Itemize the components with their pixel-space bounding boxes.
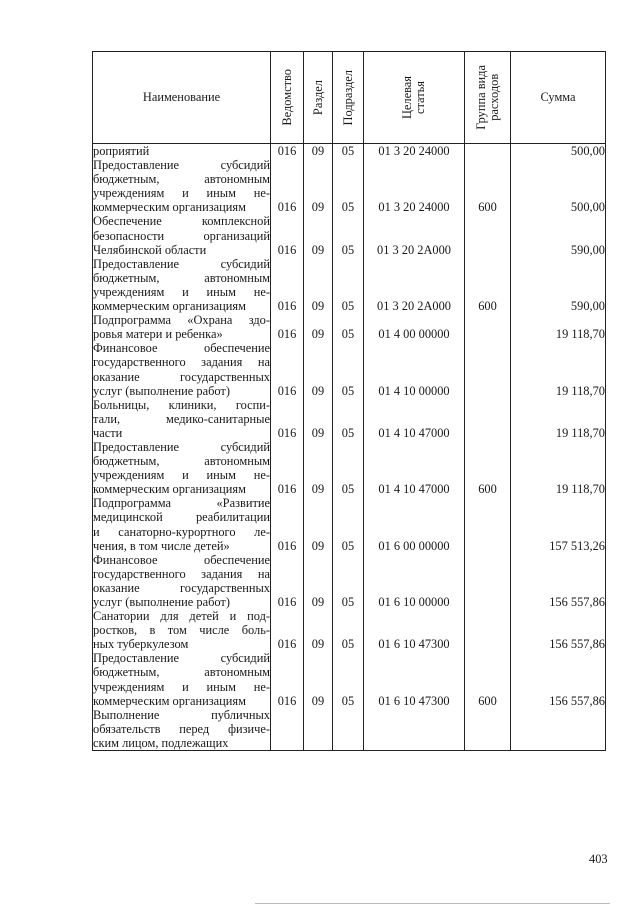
row-razdel: 09 bbox=[304, 440, 333, 496]
row-name-line: коммерческим организациям bbox=[93, 693, 246, 708]
row-razdel: 09 bbox=[304, 398, 333, 440]
row-gruppa bbox=[465, 609, 511, 651]
row-tselevaya-statya: 01 3 20 2А000 bbox=[364, 257, 465, 313]
row-podrazdel: 05 bbox=[333, 496, 364, 552]
row-tselevaya-statya: 01 4 10 47000 bbox=[364, 398, 465, 440]
row-name bbox=[93, 214, 271, 256]
row-tselevaya-statya: 01 6 10 47300 bbox=[364, 609, 465, 651]
row-gruppa bbox=[465, 144, 511, 159]
row-name-line: бюджетным, автономным bbox=[93, 665, 270, 680]
row-name bbox=[93, 496, 271, 552]
row-name-line: ных туберкулезом bbox=[93, 637, 189, 652]
row-name-line: Предоставление субсидий bbox=[93, 439, 270, 454]
row-vedomstvo: 016 bbox=[271, 214, 304, 256]
row-name-line: обязательств перед физиче- bbox=[93, 721, 270, 736]
row-razdel: 09 bbox=[304, 553, 333, 609]
row-razdel: 09 bbox=[304, 313, 333, 341]
row-tselevaya-statya: 01 6 10 00000 bbox=[364, 553, 465, 609]
row-name-line: бюджетным, автономным bbox=[93, 270, 270, 285]
row-vedomstvo bbox=[271, 708, 304, 751]
header-name: Наименование bbox=[93, 52, 271, 144]
row-name-line: учреждениям и иным не- bbox=[93, 284, 270, 299]
row-name-line: части bbox=[93, 425, 123, 440]
row-podrazdel: 05 bbox=[333, 158, 364, 214]
row-vedomstvo: 016 bbox=[271, 341, 304, 397]
table-row bbox=[93, 257, 606, 313]
row-name-line: учреждениям и иным не- bbox=[93, 468, 270, 483]
table-row bbox=[93, 144, 606, 159]
row-vedomstvo: 016 bbox=[271, 609, 304, 651]
row-summa: 500,00 bbox=[511, 158, 606, 214]
row-summa: 19 118,70 bbox=[511, 313, 606, 341]
row-tselevaya-statya bbox=[364, 708, 465, 751]
row-name-line: ским лицом, подлежащих bbox=[93, 735, 229, 750]
row-gruppa: 600 bbox=[465, 651, 511, 707]
header-tselevaya-statya: Целевая статья bbox=[364, 52, 465, 144]
row-name-line: учреждениям и иным не- bbox=[93, 679, 270, 694]
row-name bbox=[93, 708, 271, 751]
row-name-line: Финансовое обеспечение bbox=[93, 552, 270, 567]
row-name-line: Подпрограмма «Охрана здо- bbox=[93, 313, 270, 328]
row-podrazdel: 05 bbox=[333, 341, 364, 397]
row-gruppa bbox=[465, 398, 511, 440]
row-vedomstvo: 016 bbox=[271, 496, 304, 552]
row-razdel bbox=[304, 708, 333, 751]
row-name bbox=[93, 158, 271, 214]
row-name bbox=[93, 144, 271, 159]
budget-table bbox=[92, 51, 606, 751]
row-name-line: коммерческим организациям bbox=[93, 482, 246, 497]
row-name-line: Предоставление субсидий bbox=[93, 158, 270, 173]
row-gruppa bbox=[465, 496, 511, 552]
row-gruppa: 600 bbox=[465, 440, 511, 496]
row-name-line: Выполнение публичных bbox=[93, 707, 270, 722]
table-row bbox=[93, 214, 606, 256]
row-gruppa bbox=[465, 553, 511, 609]
row-vedomstvo: 016 bbox=[271, 398, 304, 440]
row-name-line: услуг (выполнение работ) bbox=[93, 383, 230, 398]
row-name bbox=[93, 651, 271, 707]
row-summa bbox=[511, 708, 606, 751]
row-podrazdel: 05 bbox=[333, 440, 364, 496]
row-tselevaya-statya: 01 4 10 00000 bbox=[364, 341, 465, 397]
table-row bbox=[93, 708, 606, 751]
row-summa: 156 557,86 bbox=[511, 651, 606, 707]
row-tselevaya-statya: 01 3 20 2А000 bbox=[364, 214, 465, 256]
row-summa: 590,00 bbox=[511, 214, 606, 256]
row-summa: 157 513,26 bbox=[511, 496, 606, 552]
row-name-line: бюджетным, автономным bbox=[93, 454, 270, 469]
row-razdel: 09 bbox=[304, 341, 333, 397]
row-vedomstvo: 016 bbox=[271, 144, 304, 159]
row-summa: 500,00 bbox=[511, 144, 606, 159]
row-razdel: 09 bbox=[304, 257, 333, 313]
row-podrazdel: 05 bbox=[333, 257, 364, 313]
row-name-line: Предоставление субсидий bbox=[93, 651, 270, 666]
row-summa: 590,00 bbox=[511, 257, 606, 313]
row-podrazdel: 05 bbox=[333, 398, 364, 440]
table-row bbox=[93, 398, 606, 440]
row-name-line: услуг (выполнение работ) bbox=[93, 595, 230, 609]
row-razdel: 09 bbox=[304, 144, 333, 159]
row-razdel: 09 bbox=[304, 609, 333, 651]
row-razdel: 09 bbox=[304, 651, 333, 707]
row-name-line: Предоставление субсидий bbox=[93, 256, 270, 271]
row-razdel: 09 bbox=[304, 214, 333, 256]
row-name-line: и санаторно-курортного ле- bbox=[93, 524, 270, 539]
row-razdel: 09 bbox=[304, 158, 333, 214]
header-razdel: Раздел bbox=[304, 52, 333, 144]
table-row bbox=[93, 440, 606, 496]
row-name-line: ровья матери и ребенка» bbox=[93, 327, 223, 342]
row-name-line: безопасности организаций bbox=[93, 228, 270, 243]
row-tselevaya-statya: 01 4 00 00000 bbox=[364, 313, 465, 341]
row-name-line: роприятий bbox=[93, 144, 150, 158]
row-gruppa: 600 bbox=[465, 158, 511, 214]
row-name bbox=[93, 609, 271, 651]
row-summa: 19 118,70 bbox=[511, 440, 606, 496]
row-name-line: государственного задания на bbox=[93, 566, 270, 581]
table-row bbox=[93, 553, 606, 609]
row-vedomstvo: 016 bbox=[271, 553, 304, 609]
row-podrazdel: 05 bbox=[333, 609, 364, 651]
row-gruppa bbox=[465, 708, 511, 751]
row-podrazdel bbox=[333, 708, 364, 751]
row-podrazdel: 05 bbox=[333, 313, 364, 341]
row-name bbox=[93, 341, 271, 397]
row-vedomstvo: 016 bbox=[271, 158, 304, 214]
header-podrazdel: Подраздел bbox=[333, 52, 364, 144]
row-name bbox=[93, 440, 271, 496]
row-name-line: Обеспечение комплексной bbox=[93, 214, 270, 229]
row-name-line: Челябинской области bbox=[93, 242, 207, 257]
row-razdel: 09 bbox=[304, 496, 333, 552]
row-summa: 156 557,86 bbox=[511, 553, 606, 609]
row-tselevaya-statya: 01 3 20 24000 bbox=[364, 158, 465, 214]
row-gruppa bbox=[465, 341, 511, 397]
table-header-row bbox=[93, 52, 606, 144]
row-gruppa: 600 bbox=[465, 257, 511, 313]
row-vedomstvo: 016 bbox=[271, 440, 304, 496]
row-vedomstvo: 016 bbox=[271, 651, 304, 707]
row-podrazdel: 05 bbox=[333, 553, 364, 609]
row-summa: 156 557,86 bbox=[511, 609, 606, 651]
page-number: 403 bbox=[589, 852, 608, 866]
row-tselevaya-statya: 01 6 10 47300 bbox=[364, 651, 465, 707]
row-name-line: Подпрограмма «Развитие bbox=[93, 496, 270, 511]
table-row bbox=[93, 651, 606, 707]
table-row bbox=[93, 158, 606, 214]
row-name-line: государственного задания на bbox=[93, 355, 270, 370]
row-name-line: Больницы, клиники, госпи- bbox=[93, 397, 270, 412]
row-name-line: чения, в том числе детей» bbox=[93, 538, 230, 553]
row-name-line: коммерческим организациям bbox=[93, 200, 246, 215]
row-vedomstvo: 016 bbox=[271, 257, 304, 313]
row-name-line: оказание государственных bbox=[93, 369, 270, 384]
row-name-line: ростков, в том числе боль- bbox=[93, 623, 270, 638]
row-tselevaya-statya: 01 3 20 24000 bbox=[364, 144, 465, 159]
header-vedomstvo: Ведомство bbox=[271, 52, 304, 144]
row-summa: 19 118,70 bbox=[511, 341, 606, 397]
row-summa: 19 118,70 bbox=[511, 398, 606, 440]
table-row bbox=[93, 496, 606, 552]
row-vedomstvo: 016 bbox=[271, 313, 304, 341]
row-name-line: оказание государственных bbox=[93, 580, 270, 595]
row-name-line: медицинской реабилитации bbox=[93, 510, 270, 525]
row-tselevaya-statya: 01 4 10 47000 bbox=[364, 440, 465, 496]
footer-divider bbox=[255, 903, 610, 904]
header-summa: Сумма bbox=[511, 52, 606, 144]
row-name-line: Санатории для детей и под- bbox=[93, 609, 270, 624]
row-name-line: Финансовое обеспечение bbox=[93, 341, 270, 356]
row-gruppa bbox=[465, 313, 511, 341]
row-podrazdel: 05 bbox=[333, 651, 364, 707]
row-podrazdel: 05 bbox=[333, 214, 364, 256]
row-name-line: учреждениям и иным не- bbox=[93, 186, 270, 201]
row-gruppa bbox=[465, 214, 511, 256]
row-name-line: коммерческим организациям bbox=[93, 299, 246, 314]
row-name bbox=[93, 313, 271, 341]
row-name-line: тали, медико-санитарные bbox=[93, 411, 270, 426]
table-row bbox=[93, 341, 606, 397]
table-row bbox=[93, 609, 606, 651]
table-body bbox=[93, 144, 606, 751]
row-tselevaya-statya: 01 6 00 00000 bbox=[364, 496, 465, 552]
header-gruppa-vida-raskhodov: Группа вида расходов bbox=[465, 52, 511, 144]
row-name bbox=[93, 553, 271, 609]
table-row bbox=[93, 313, 606, 341]
row-podrazdel: 05 bbox=[333, 144, 364, 159]
row-name-line: бюджетным, автономным bbox=[93, 172, 270, 187]
row-name bbox=[93, 257, 271, 313]
row-name bbox=[93, 398, 271, 440]
